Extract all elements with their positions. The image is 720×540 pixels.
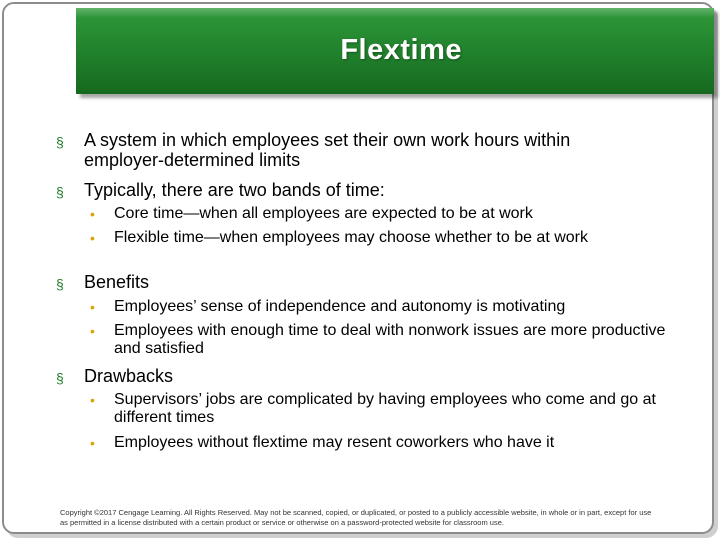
bullet-text: Typically, there are two bands of time: bbox=[84, 180, 385, 200]
bullet-2 bbox=[56, 180, 644, 200]
bullet-text: Benefits bbox=[84, 272, 150, 292]
bullet-1 bbox=[56, 130, 644, 170]
bullet-4 bbox=[56, 366, 644, 386]
sub-bullet-marker: • bbox=[90, 392, 95, 408]
sub-bullet-5 bbox=[90, 391, 674, 427]
copyright-notice: Copyright ©2017 Cengage Learning. All Rights Reserved. May not be scanned, copied, or duplicated, or posted to a publicly accessible website, in whole or in part, except for use as permitted in a license distributed with a certain product or service or otherwise on a password-protected website for classroom use. bbox=[60, 508, 652, 527]
sub-bullet-1 bbox=[90, 205, 614, 223]
bullet-marker: § bbox=[56, 184, 64, 200]
sub-bullet-marker: • bbox=[90, 323, 95, 339]
sub-bullet-text: Employees’ sense of independence and autonomy is motivating bbox=[114, 298, 566, 315]
bullet-marker: § bbox=[56, 134, 64, 150]
slide-title: Flextime bbox=[340, 34, 462, 66]
sub-bullet-text: Flexible time—when employees may choose whether to be at work bbox=[114, 229, 588, 246]
bullet-text: Drawbacks bbox=[84, 366, 174, 386]
bullet-marker: § bbox=[56, 276, 64, 292]
sub-bullet-6 bbox=[90, 434, 674, 452]
sub-bullet-text: Supervisors’ jobs are complicated by having employees who come and go at different times bbox=[114, 391, 656, 426]
bullet-text: A system in which employees set their own work hours within employer-determined limits bbox=[84, 130, 571, 170]
bullet-3 bbox=[56, 272, 644, 292]
sub-bullet-text: Employees without flextime may resent coworkers who have it bbox=[114, 434, 555, 451]
bullet-marker: § bbox=[56, 370, 64, 386]
sub-bullet-marker: • bbox=[90, 299, 95, 315]
sub-bullet-text: Employees with enough time to deal with nonwork issues are more productive and satisfied bbox=[114, 322, 666, 357]
sub-bullet-marker: • bbox=[90, 435, 95, 451]
sub-bullet-text: Core time—when all employees are expected to be at work bbox=[114, 205, 533, 222]
sub-bullet-2 bbox=[90, 229, 604, 247]
sub-bullet-4 bbox=[90, 322, 674, 358]
sub-bullet-marker: • bbox=[90, 206, 95, 222]
sub-bullet-3 bbox=[90, 298, 674, 316]
sub-bullet-marker: • bbox=[90, 230, 95, 246]
